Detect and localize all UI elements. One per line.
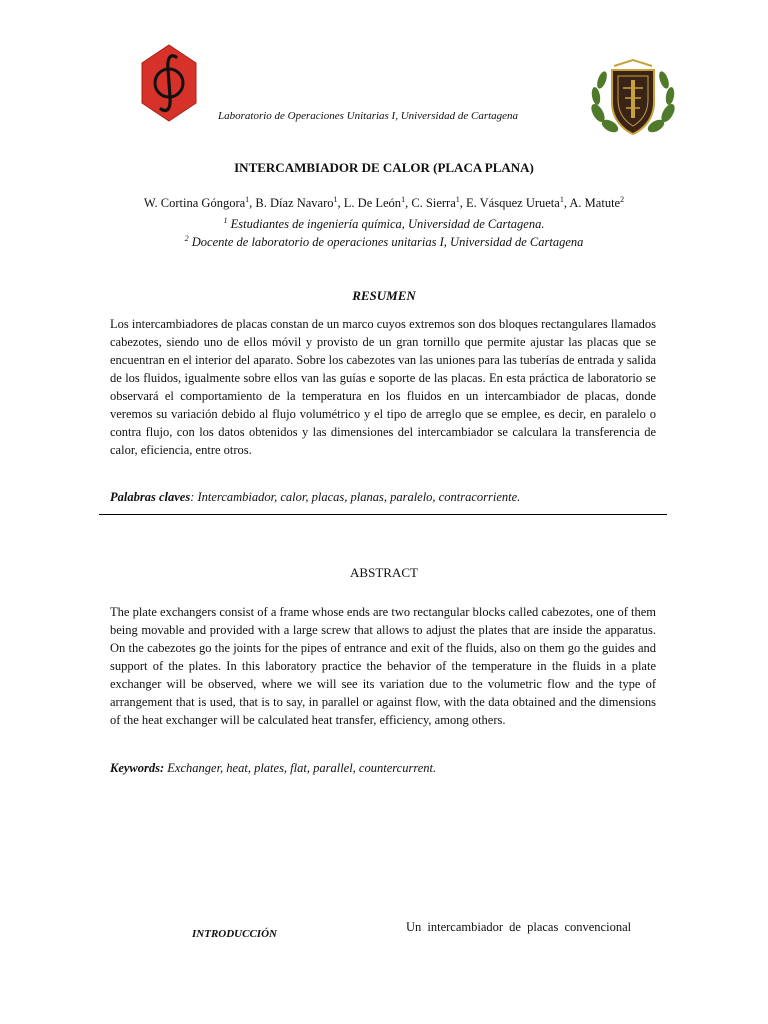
- lab-header-line: Laboratorio de Operaciones Unitarias I, Universidad de Cartagena: [218, 110, 519, 122]
- abstract-heading: ABSTRACT: [350, 565, 418, 580]
- introduccion-heading: INTRODUCCIÓN: [192, 928, 277, 940]
- affiliation-2: $^2$ Docente de laboratorio de operaciones unitarias I, Universidad de Cartagena: [184, 234, 584, 250]
- palabras-claves: [110, 488, 656, 506]
- author: B. Díaz Navaro$^1$,: [255, 195, 344, 211]
- keywords-label: Keywords:: [110, 761, 165, 775]
- author: L. De León$^1$,: [343, 195, 412, 211]
- keywords-list: : Intercambiador, calor, placas, planas, paralelo, contracorriente.: [190, 490, 521, 504]
- author: W. Cortina Góngora$^1$,: [143, 195, 256, 211]
- affiliation-1: $^1$ Estudiantes de ingeniería química, Universidad de Cartagena.: [223, 216, 545, 232]
- resumen-body: Los intercambiadores de placas constan de un marco cuyos extremos son dos bloques rectangulares llamados cabezotes, siendo uno de ellos móvil y provisto de un gran tornillo que permite ajustar las placas que se encuentran en el interior del aparato. Sobre los cabezotes van las uniones para las tuberías de entrada y salida de los fluidos, igualmente sobre ellos van las guías e soporte de las placas. En esta práctica de laboratorio se observará el comportamiento de la temperatura en los fluidos en un intercambiador de placas, donde veremos su variación debido al flujo volumétrico y el tipo de arreglo que se emplee, es decir, en paralelo o contra flujo, con los datos obtenidos y las dimensiones del intercambiador se calculara la transferencia de calor, eficiencia, entre otros.: [110, 317, 656, 457]
- section-divider: [99, 514, 667, 515]
- author-list: [0, 195, 768, 211]
- keywords-label: Palabras claves: [110, 490, 191, 504]
- resumen-heading: RESUMEN: [352, 288, 416, 303]
- author: E. Vásquez Urueta$^1$,: [466, 195, 570, 211]
- faculty-logo: [140, 43, 198, 123]
- university-crest: [588, 58, 678, 140]
- keywords: [110, 759, 656, 777]
- author: C. Sierra$^1$,: [411, 195, 466, 211]
- author: A. Matute$^2$: [569, 195, 625, 211]
- paper-title: INTERCAMBIADOR DE CALOR (PLACA PLANA): [234, 160, 534, 175]
- keywords-list: Exchanger, heat, plates, flat, parallel, countercurrent.: [164, 761, 437, 775]
- introduccion-first-line: Un intercambiador de placas convencional: [406, 920, 632, 934]
- abstract-body: The plate exchangers consist of a frame whose ends are two rectangular blocks called cabezotes, one of them being movable and provided with a large screw that allows to adjust the plates that are inside the apparatus. On the cabezotes go the joints for the pipes of entrance and exit of the fluids, also on them go the guides and support of the plates. In this laboratory practice the behavior of the temperature in the fluids in a plate exchanger will be observed, where we will see its variation due to the volumetric flow and the type of arrangement that is used, that is to say, in parallel or against flow, with the data obtained and the dimensions of the heat exchanger will be calculated heat transfer, efficiency, among others.: [110, 605, 656, 727]
